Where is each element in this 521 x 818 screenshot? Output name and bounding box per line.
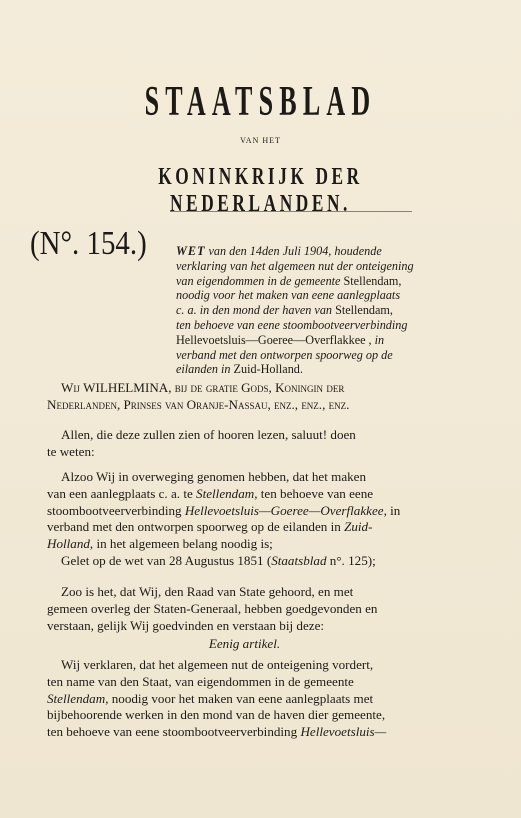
legal-basis-paragraph [47, 553, 442, 570]
paragraph-line: verstaan, gelijk Wij goedvinden en verstaan bij deze: [47, 617, 325, 633]
paragraph-line: bijbehoorende werken in den mond van de haven dier gemeente, [47, 707, 386, 723]
article-heading: Eenig artikel. [208, 636, 281, 651]
issue-number: (N°. 154.) [30, 225, 147, 262]
paragraph-line: Zoo is het, dat Wij, den Raad van State gehoord, en met [61, 584, 354, 599]
paragraph-line: , ten behoeve van eene [254, 485, 374, 501]
header-rule [170, 211, 412, 212]
intro-text: bij de gratie Gods, Koningin der [171, 380, 345, 395]
heading-line: verklaring van het algemeen nut der onteigening [176, 258, 414, 273]
article-text [47, 657, 442, 741]
paragraph-line: , in [383, 502, 401, 518]
gazette-reference: Staatsblad [271, 553, 327, 568]
gazette-title: STAATSBLAD [144, 79, 377, 125]
paragraph-line: Wij verklaren, dat het algemeen nut de onteigening vordert, [61, 657, 374, 672]
place-name: Stellendam [196, 485, 255, 501]
place-name: Hellevoetsluis— [300, 724, 387, 740]
heading-line: van eigendommen in de gemeente [176, 273, 344, 288]
heading-line: c. a. in den mond der haven van [176, 303, 336, 318]
consideration-paragraph [47, 469, 442, 553]
paragraph-line: verband met den ontworpen spoorweg op de eilanden in [47, 519, 345, 535]
heading-line: noodig voor het maken van eene aanlegplaats [176, 288, 401, 303]
place-name: Holland [47, 536, 90, 552]
place-name: Stellendam [47, 690, 106, 706]
paragraph-line: gemeen overleg der Staten-Generaal, hebben goedgevonden en [47, 600, 378, 616]
law-keyword: WET [176, 244, 206, 258]
paragraph-line: Gelet op de wet van 28 Augustus 1851 ( [61, 553, 272, 568]
heading-line: verband met den ontworpen spoorweg op de [176, 347, 393, 362]
paragraph-line: stoombootveerverbinding [47, 502, 185, 518]
salutation-paragraph [47, 427, 442, 461]
kingdom-name: KONINKRIJK DER NEDERLANDEN. [158, 164, 363, 217]
place-name: Stellendam, [343, 273, 402, 288]
heading-line: eilanden in [176, 362, 234, 377]
intro-text: Wij [61, 380, 84, 395]
place-name: Zuid-Holland. [233, 362, 303, 377]
place-name: Stellendam, [335, 303, 393, 318]
paragraph-line: ten name van den Staat, van eigendommen in de gemeente [47, 673, 354, 689]
heading-line: ten behoeve van eene stoombootveerverbinding [176, 317, 408, 332]
paragraph-line: , noodig voor het maken van eene aanlegplaats met [105, 690, 374, 706]
heading-line: in [371, 332, 385, 347]
queen-name: WILHELMINA, [83, 380, 172, 395]
place-name: Hellevoetsluis—Goeree—Overflakkee [184, 502, 384, 518]
paragraph-line: n°. 125); [326, 553, 376, 568]
paragraph-line: ten behoeve van eene stoombootveerverbinding [47, 724, 301, 740]
gazette-subtitle: VAN HET [240, 136, 281, 145]
royal-intro [47, 380, 442, 414]
heading-line: van den 14den Juli 1904, houdende [205, 244, 382, 258]
paragraph-line: te weten: [47, 443, 95, 459]
paragraph-line: Alzoo Wij in overweging genomen hebben, dat het maken [61, 469, 367, 484]
intro-text: Nederlanden, Prinses van Oranje-Nassau, enz., enz., enz. [47, 396, 350, 412]
paragraph-line: van een aanlegplaats c. a. te [47, 485, 197, 501]
enactment-paragraph [47, 584, 442, 634]
place-name: Zuid- [344, 519, 373, 535]
law-heading [176, 244, 458, 377]
paragraph-line: Allen, die deze zullen zien of hooren lezen, saluut! doen [61, 427, 356, 442]
paragraph-line: , in het algemeen belang noodig is; [89, 536, 273, 552]
place-name: Hellevoetsluis—Goeree—Overflakkee , [176, 332, 372, 347]
